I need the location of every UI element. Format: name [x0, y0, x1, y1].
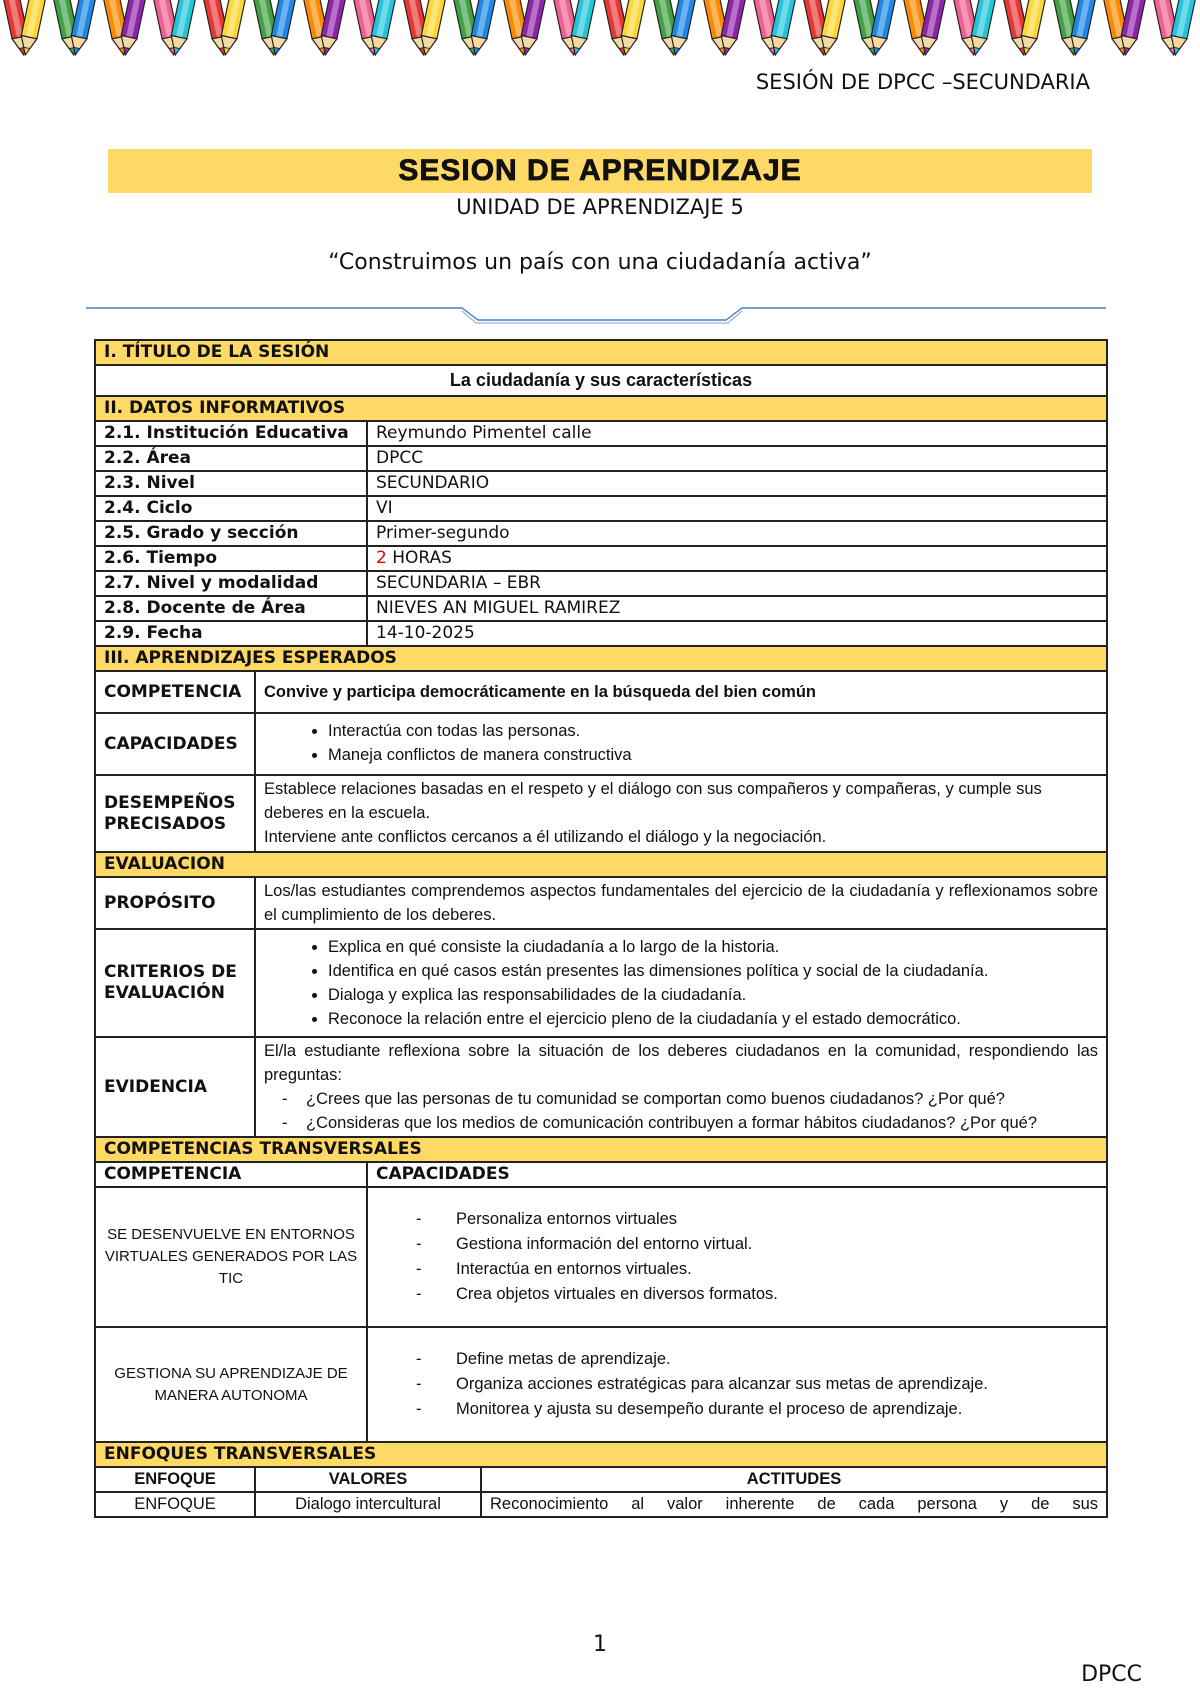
col-header-competencia: COMPETENCIA — [95, 1162, 367, 1187]
criterios-label: CRITERIOS DE EVALUACIÓN — [95, 929, 255, 1037]
time-unit: HORAS — [386, 548, 452, 568]
data-key: 2.5. Grado y sección — [95, 521, 367, 546]
data-key: 2.2. Área — [95, 446, 367, 471]
section-aprendizajes-header — [95, 646, 1107, 671]
capacidades-list-cell — [255, 713, 1107, 775]
section-label: I. TÍTULO DE LA SESIÓN — [95, 340, 1107, 365]
list-item: • Reconoce la relación entre el ejercicio pleno de la ciudadanía y el estado democrático. — [328, 1007, 1098, 1031]
list-item: • Maneja conflictos de manera constructiva — [328, 743, 1098, 767]
criterios-list-cell — [255, 929, 1107, 1037]
data-value: 14-10-2025 — [367, 621, 1107, 646]
section-datos-header — [95, 396, 1107, 421]
section-transversales-header — [95, 1137, 1107, 1162]
list-item: • Interactúa con todas las personas. — [328, 719, 1098, 743]
data-row — [95, 421, 1107, 446]
data-key: 2.7. Nivel y modalidad — [95, 571, 367, 596]
pencil-border-decoration — [0, 0, 1200, 62]
criterios-row — [95, 929, 1107, 1037]
data-key: 2.1. Institución Educativa — [95, 421, 367, 446]
enfoque-name: ENFOQUE — [95, 1492, 255, 1517]
proposito-row — [95, 877, 1107, 929]
transversal-competencia: SE DESENVUELVE EN ENTORNOS VIRTUALES GENERADOS POR LAS TIC — [95, 1187, 367, 1327]
list-item: - Define metas de aprendizaje. — [416, 1347, 1098, 1372]
section-label: II. DATOS INFORMATIVOS — [95, 396, 1107, 421]
list-item: • Dialoga y explica las responsabilidades de la ciudadanía. — [328, 983, 1098, 1007]
data-row — [95, 446, 1107, 471]
transversal-capacidades-cell — [367, 1327, 1107, 1442]
data-key: 2.6. Tiempo — [95, 546, 367, 571]
data-value: SECUNDARIA – EBR — [367, 571, 1107, 596]
evidencia-label: EVIDENCIA — [95, 1037, 255, 1137]
proposito-value: Los/las estudiantes comprendemos aspectos fundamentales del ejercicio de la ciudadanía y reflexionamos sobre el cumplimiento de los deberes. — [255, 877, 1107, 929]
session-table — [94, 339, 1108, 1518]
list-item: - ¿Consideras que los medios de comunicación contribuyen a formar hábitos ciudadanos? ¿Por qué? — [282, 1111, 1098, 1135]
data-value: Reymundo Pimentel calle — [367, 421, 1107, 446]
section-label: COMPETENCIAS TRANSVERSALES — [95, 1137, 1107, 1162]
transversal-competencia: GESTIONA SU APRENDIZAJE DE MANERA AUTONOMA — [95, 1327, 367, 1442]
evidencia-row — [95, 1037, 1107, 1137]
section-enfoques-header — [95, 1442, 1107, 1467]
capacidades-row — [95, 713, 1107, 775]
data-row — [95, 496, 1107, 521]
evidencia-cell — [255, 1037, 1107, 1137]
enfoque-row — [95, 1492, 1107, 1517]
data-row — [95, 596, 1107, 621]
evidencia-intro: El/la estudiante reflexiona sobre la situación de los deberes ciudadanos en la comunidad, respondiendo las preguntas: — [264, 1042, 1099, 1084]
session-title-row — [95, 365, 1107, 396]
section-label: ENFOQUES TRANSVERSALES — [95, 1442, 1107, 1467]
enfoques-col-header — [95, 1467, 1107, 1492]
transversal-capacidades-list — [376, 1207, 1098, 1307]
unit-slogan: “Construimos un país con una ciudadanía activa” — [328, 250, 872, 275]
unit-subtitle: UNIDAD DE APRENDIZAJE 5 — [456, 195, 744, 219]
section-title-header — [95, 340, 1107, 365]
data-key: 2.9. Fecha — [95, 621, 367, 646]
data-key: 2.3. Nivel — [95, 471, 367, 496]
desempenos-row — [95, 775, 1107, 852]
list-item: • Identifica en qué casos están presentes las dimensiones política y social de la ciudadanía. — [328, 959, 1098, 983]
section-label: EVALUACION — [95, 852, 1107, 877]
document-title-bar — [108, 149, 1092, 193]
list-item: - Gestiona información del entorno virtual. — [416, 1232, 1098, 1257]
competencia-row — [95, 671, 1107, 713]
data-value: NIEVES AN MIGUEL RAMIREZ — [367, 596, 1107, 621]
footer-corner-text: DPCC — [1081, 1662, 1142, 1687]
transversal-capacidades-list — [376, 1347, 1098, 1422]
list-item: - Personaliza entornos virtuales — [416, 1207, 1098, 1232]
data-value — [367, 546, 1107, 571]
session-title: La ciudadanía y sus características — [95, 365, 1107, 396]
data-value: VI — [367, 496, 1107, 521]
data-row — [95, 621, 1107, 646]
document-title: SESION DE APRENDIZAJE — [398, 154, 802, 187]
list-item: - Interactúa en entornos virtuales. — [416, 1257, 1098, 1282]
evidencia-questions — [264, 1087, 1098, 1135]
list-item: - ¿Crees que las personas de tu comunidad se comportan como buenos ciudadanos? ¿Por qué? — [282, 1087, 1098, 1111]
desempeno-text: Establece relaciones basadas en el respeto y el diálogo con sus compañeros y compañeras, y cumple sus deberes en la escuela. — [264, 780, 1042, 822]
desempenos-label: DESEMPEÑOS PRECISADOS — [95, 775, 255, 852]
competencia-label: COMPETENCIA — [95, 671, 255, 713]
list-item: - Organiza acciones estratégicas para alcanzar sus metas de aprendizaje. — [416, 1372, 1098, 1397]
col-header-valores: VALORES — [255, 1467, 481, 1492]
section-evaluacion-header — [95, 852, 1107, 877]
data-row — [95, 471, 1107, 496]
capacidades-label: CAPACIDADES — [95, 713, 255, 775]
desempenos-cell — [255, 775, 1107, 852]
transversales-col-header — [95, 1162, 1107, 1187]
list-item: - Monitorea y ajusta su desempeño durante el proceso de aprendizaje. — [416, 1397, 1098, 1422]
data-row — [95, 571, 1107, 596]
proposito-label: PROPÓSITO — [95, 877, 255, 929]
list-item: • Explica en qué consiste la ciudadanía a lo largo de la historia. — [328, 935, 1098, 959]
data-key: 2.8. Docente de Área — [95, 596, 367, 621]
competencia-value: Convive y participa democráticamente en la búsqueda del bien común — [255, 671, 1107, 713]
capacidades-list — [264, 719, 1098, 767]
col-header-enfoque: ENFOQUE — [95, 1467, 255, 1492]
transversal-capacidades-cell — [367, 1187, 1107, 1327]
page-number: 1 — [593, 1632, 607, 1657]
time-number: 2 — [376, 548, 387, 568]
criterios-list — [264, 935, 1098, 1031]
transversal-row — [95, 1327, 1107, 1442]
enfoque-actitud: Reconocimiento al valor inherente de cada persona y de sus — [481, 1492, 1107, 1517]
desempeno-text: Interviene ante conflictos cercanos a él utilizando el diálogo y la negociación. — [264, 828, 827, 846]
enfoque-valor: Dialogo intercultural — [255, 1492, 481, 1517]
transversal-row — [95, 1187, 1107, 1327]
section-label: III. APRENDIZAJES ESPERADOS — [95, 646, 1107, 671]
col-header-actitudes: ACTITUDES — [481, 1467, 1107, 1492]
data-key: 2.4. Ciclo — [95, 496, 367, 521]
data-value: DPCC — [367, 446, 1107, 471]
running-header: SESIÓN DE DPCC –SECUNDARIA — [755, 70, 1090, 94]
data-row — [95, 521, 1107, 546]
data-value: SECUNDARIO — [367, 471, 1107, 496]
data-value: Primer-segundo — [367, 521, 1107, 546]
data-row — [95, 546, 1107, 571]
decorative-divider — [86, 300, 1106, 330]
list-item: - Crea objetos virtuales en diversos formatos. — [416, 1282, 1098, 1307]
col-header-capacidades: CAPACIDADES — [367, 1162, 1107, 1187]
